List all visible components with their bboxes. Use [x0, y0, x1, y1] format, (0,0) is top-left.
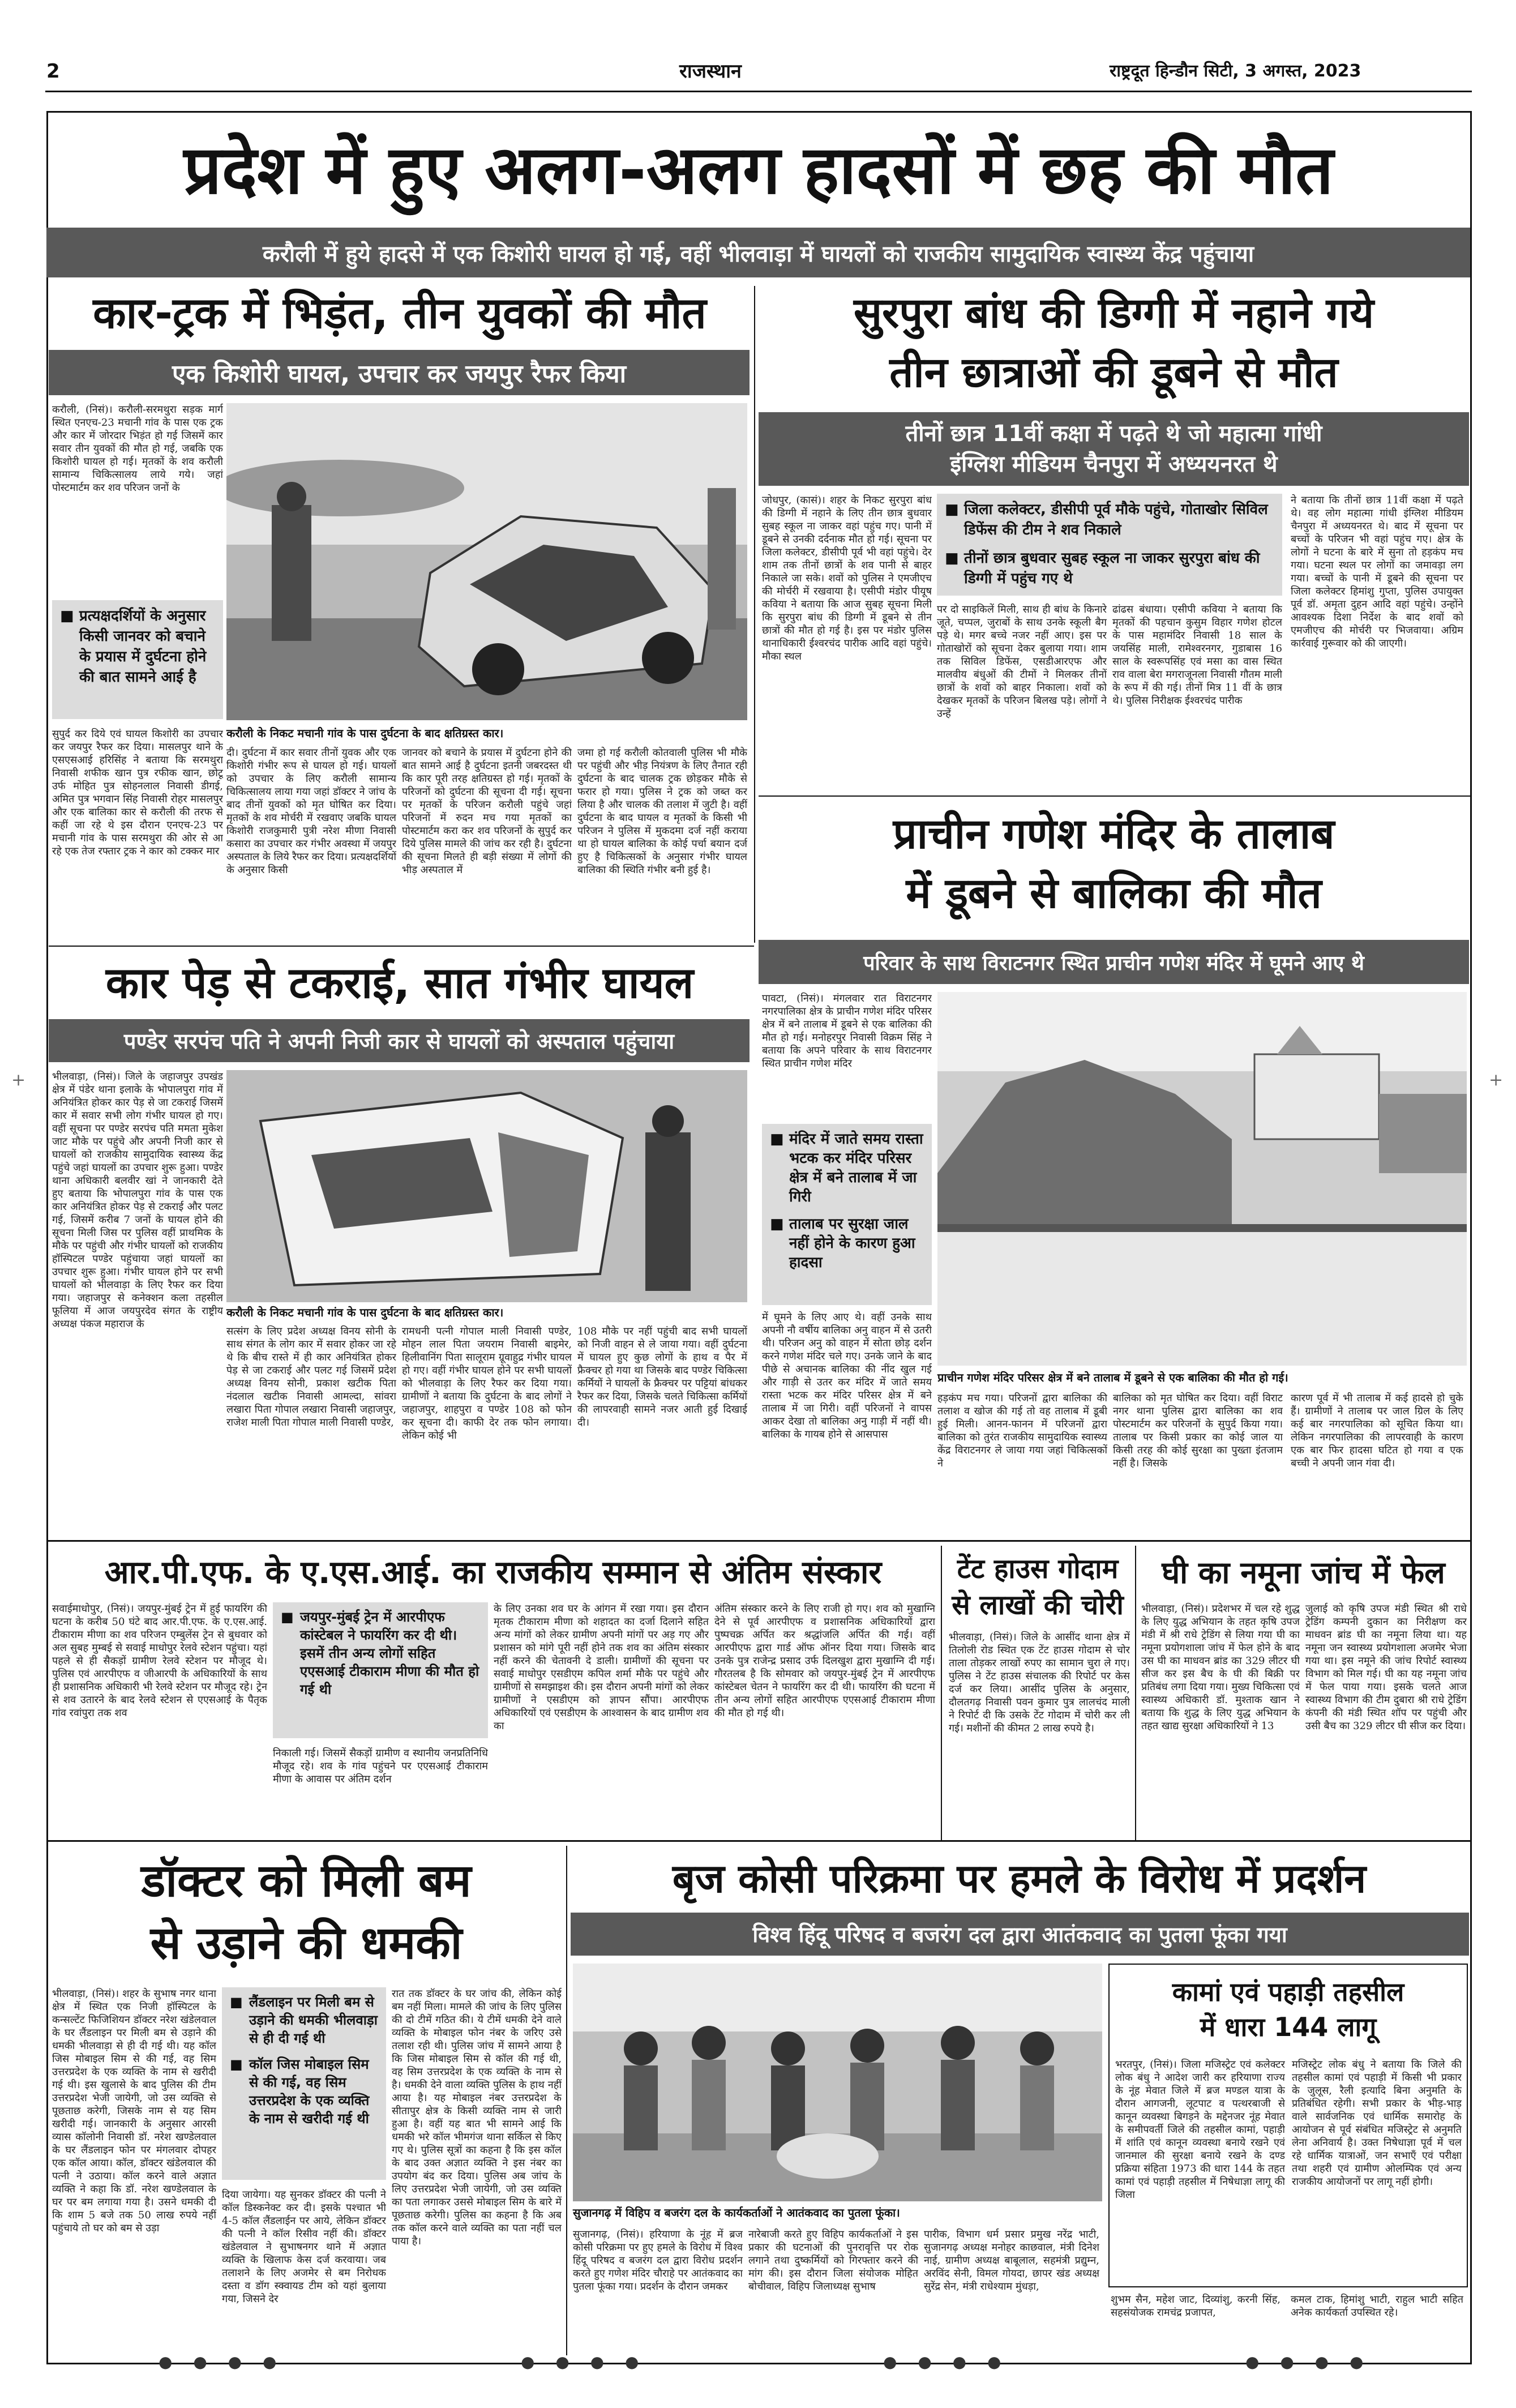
story2-body-col1: जोधपुर, (कासं)। शहर के निकट सुरपुरा बांध की डिग्गी में नहाने के लिए तीन छात्र बुधवार सुबह स्कूल ना जाकर वहां पहुंच गए। पानी में डूबने से उनकी दर्दनाक मौत हो गई। सूचना पर जिला कलेक्टर, डीसीपी पूर्व भी वहां पहुंचे। देर शाम तक तीनों छात्रों के शव पानी से बाहर निकाले जा सके। शवों को पुलिस ने एमजीएच की मोर्चरी में रखवाया है। एसीपी मंडोर पीयूष कविया ने बताया कि आज सुबह सूचना मिली कि सुरपुरा बांध की डिग्गी में डूबने से तीन छात्रों की मौत हो गई है। इस पर मंडोर पुलिस थानाधिकारी ईश्वरचंद पारीक आदि वहां पहुंचे। मौका स्थल	[762, 494, 932, 662]
story1-quote-text: ■ प्रत्यक्षदर्शियों के अनुसार किसी जानवर को बचाने के प्रयास में दुर्घटना होने की बात सामने आई है	[60, 606, 215, 687]
crop-mark-icon: +	[11, 1070, 26, 1090]
story5-body-col3: के लिए उनका शव घर के आंगन में रखा गया। इस दौरान मृतक टीकाराम मीणा को शहादत का दर्जा दिलाने सहित अन्य मांगों को लेकर ग्रामीण अपनी मांगों पर अड़ गए और प्रशासन को मांगे पूरी नहीं होने तक शव का अंतिम संस्कार नहीं करने की चेतावनी दे डाली। ग्रामीणों की सूचना पर सवाई माधोपुर एसडीएम कपिल शर्मा मौके पर पहुंचे और ग्रामीणों से समझाइश की। इस दौरान अपनी मांगों को लेकर ग्रामीणों ने एसडीएम को ज्ञापन सौंपा। आरपीएफ अधिकारियों एवं एसडीएम के आश्वासन के बाद ग्रामीण शव का	[494, 1603, 709, 1732]
column-rule	[754, 286, 755, 943]
section-rule	[46, 1540, 1470, 1542]
story4-body-col1b: में घूमने के लिए आए थे। वहीं उनके साथ अपनी नौ वर्षीय बालिका अनु वाहन में से उतरी थी। परिजन अनु को वाहन में सोता छोड़ दर्शन करने गणेश मंदिर चले गए। उनके जाने के बाद पीछे से अचानक बालिका की नींद खुल गई और गाड़ी से उतर कर मंदिर में जाते समय रास्ता भटक कर मंदिर परिसर क्षेत्र में बने तालाब में जा गिरी। वहीं परिजनों ने वापस आकर देखा तो बालिका अनु गाड़ी में नहीं थी। बालिका के गायब होने से आसपास	[762, 1311, 932, 1440]
story9-body-col1: सुजानगढ़, (निसं)। हरियाणा के नूंह में ब्रज कोसी परिक्रमा पर हुए हमले के विरोध में विश्व हिंदू परिषद व बजरंग दल द्वारा विरोध प्रदर्शन करते हुए गणेश मंदिर चौराहे पर आतंकवाद का पुतला फूंका गया। प्रदर्शन के दौरान जमकर	[573, 2229, 743, 2292]
story3-photo-caption: करौली के निकट मचानी गांव के पास दुर्घटना के बाद क्षतिग्रस्त कार।	[226, 1306, 504, 1319]
story2-quote2: ■ तीनों छात्र बुधवार सुबह स्कूल ना जाकर सुरपुरा बांध की डिग्गी में पहुंच गए थे	[945, 548, 1274, 589]
story2-deck	[759, 412, 1469, 486]
story4-quote1: ■ मंदिर में जाते समय रास्ता भटक कर मंदिर परिसर क्षेत्र में बने तालाब में जा गिरी	[770, 1130, 924, 1207]
story2-quote1: ■ जिला कलेक्टर, डीसीपी पूर्व मौके पहुंचे, गोताखोर सिविल डिफेंस की टीम ने शव निकाले	[945, 499, 1274, 540]
frame-right	[1470, 111, 1472, 2364]
story8-headline-line1: डॉक्टर को मिली बम	[141, 1854, 472, 1907]
story1-body-col4: जमा हो गई करौली कोतवाली पुलिस भी मौके पर पहुंची और भीड़ नियंत्रण के लिए तैनात रही दुर्घटना के बाद चालक ट्रक छोड़कर मौके से फरार हो गया। पुलिस ने ट्रक को जब्त कर लिया है और चालक की तलाश में जुटी है। वहीं दुर्घटना के बाद घायल व मृतकों के किसी भी परिजन ने पुलिस में मुकदमा दर्ज नहीं कराया था हो घायल बालिका के कोई पर्चा बयान दर्ज हुए है चिकित्सकों के अनुसार गंभीर घायल बालिका की स्थिति गंभीर बनी हुई है।	[577, 747, 747, 876]
story1-photo-caption: करौली के निकट मचानी गांव के पास दुर्घटना के बाद क्षतिग्रस्त कार।	[226, 726, 504, 740]
story10-headline-line1: कामां एवं पहाड़ी तहसील	[1172, 1977, 1404, 2007]
story7-body-col2: जुलाई को कृषि उपज मंडी स्थित श्री राधे ट्रेडिंग कम्पनी दुकान का निरीक्षण कर माधवन ब्रांड घी का नमूना लिया था। यह नमूना जन स्वास्थ्य प्रयोगशाला अजमेर भेजा गया था। इस नमूने की जांच रिपोर्ट स्वास्थ्य विभाग को मिल गई। घी का यह नमूना जांच में फेल पाया गया। इसके चलते आज स्वास्थ्य विभाग की टीम दुबारा श्री राधे ट्रेडिंग कंपनी की मंडी स्थित शॉप पर पहुंची और उसी बैच का 329 लीटर घी सीज कर दिया।	[1305, 1603, 1467, 1732]
wrecked-car-illustration	[226, 403, 747, 720]
story1-body-col2: दी। दुर्घटना में कार सवार तीनों युवक और एक किशोरी गंभीर रूप से घायल हो गई। घायलों को उपचार के लिए करौली सामान्य चिकित्सालय लाया गया जहां डॉक्टर ने जांच के बाद तीनों युवकों को मृत घोषित कर दिया। मृतकों के शव मोर्चरी में रखवाए जबकि घायल किशोरी राजकुमारी पुत्री नरेश मीणा निवासी कसारा का उपचार कर गंभीर अवस्था में जयपुर अस्पताल के लिये रैफर कर दिया। प्रत्यक्षदर्शियों के अनुसार किसी	[226, 747, 396, 876]
story6-headline-line2: से लाखों की चोरी	[952, 1589, 1124, 1621]
story10-box	[1108, 1964, 1468, 2287]
story6-headline-line1: टेंट हाउस गोदाम	[957, 1553, 1119, 1585]
section-rule	[49, 946, 754, 947]
story1-deck: एक किशोरी घायल, उपचार कर जयपुर रैफर किया	[49, 350, 750, 395]
story3-headline: कार पेड़ से टकराई, सात गंभीर घायल	[105, 957, 694, 1008]
page-number: 2	[46, 60, 60, 83]
story4-photo-caption: प्राचीन गणेश मंदिर परिसर क्षेत्र में बने तालाब में डूबने से एक बालिका की मौत हो गई।	[937, 1371, 1288, 1384]
story2-deck-line2: इंग्लिश मीडियम चैनपुरा में अध्ययनरत थे	[950, 451, 1278, 477]
story5-headline: आर.पी.एफ. के ए.एस.आई. का राजकीय सम्मान से अंतिम संस्कार	[104, 1554, 882, 1591]
section-name: राजस्थान	[679, 60, 742, 83]
story10-body-col2: मजिस्ट्रेट लोक बंधु ने बताया कि जिले की तहसील कामां एवं पहाड़ी में किसी भी प्रकार के जुलूस, रैली इत्यादि बिना अनुमति के प्रतिबंधित रहेगी। सभी प्रकार के भीड़-भाड़ वाले सार्वजनिक एवं धार्मिक समारोह के आयोजन से पूर्व संबंधित मजिस्ट्रेट से अनुमति लेना अनिवार्य है। उक्त निषेधाज्ञा पूर्व में चल रहे धार्मिक यात्राओं, जन सभाएँ एवं परीक्षा तथा शहरी एवं ग्रामीण ओलम्पिक एवं अन्य राजकीय आयोजनों पर लागू नहीं होगी।	[1292, 2059, 1462, 2188]
story5-pull-quote	[273, 1602, 488, 1738]
story9-headline: बृज कोसी परिक्रमा पर हमले के विरोध में प्रदर्शन	[672, 1855, 1367, 1902]
damaged-car-illustration	[226, 1070, 747, 1302]
story3-body-col2: सत्संग के लिए प्रदेश अध्यक्ष विनय सोनी के साथ संगत के लोग कार में सवार होकर जा रहे थे कि बीच रास्ते में ही कार अनियंत्रित होकर पेड़ से जा टकराई और पलट गई जिसमें प्रदेश अध्यक्ष विनय सोनी, प्रकाश खटीक पिता नंदलाल खटीक निवासी आमल्दा, सांवरा लखारा पिता गोपाल लखारा निवासी जहाजपुर, राजेश माली पिता गोपाल माली निवासी पण्डेर,	[226, 1325, 396, 1428]
story4-deck: परिवार के साथ विराटनगर स्थित प्राचीन गणेश मंदिर में घूमने आए थे	[759, 940, 1469, 984]
temple-pond-illustration	[937, 992, 1467, 1366]
print-registration-dots: ● ● ● ●	[1245, 2353, 1372, 2371]
story4-body-col1a: पावटा, (निसं)। मंगलवार रात विराटनगर नगरपालिका क्षेत्र के प्राचीन गणेश मंदिर परिसर क्षेत्र में बने तालाब में डूबने से एक बालिका की मौत हो गई। मनोहरपुर निवासी विक्रम सिंह ने बताया कि अपने परिवार के साथ विराटनगर स्थित प्राचीन गणेश मंदिर	[762, 993, 932, 1070]
story4-quote2: ■ तालाब पर सुरक्षा जाल नहीं होने के कारण हुआ हादसा	[770, 1214, 924, 1272]
story8-body-col2: दिया जायेगा। यह सुनकर डॉक्टर की पत्नी ने कॉल डिस्कनेक्ट कर दी। इसके पश्चात भी 4-5 कॉल लैंडलाईन पर आये, लेकिन डॉक्टर की पत्नी ने कॉल रिसीव नहीं की। डॉक्टर खंडेलवाल ने सुभाषनगर थाने में अज्ञात व्यक्ति के खिलाफ केस दर्ज करवाया। जब तलाशने के लिए अजमेर से बम निरोधक दस्ता व डॉग स्क्वायड टीम को यहां बुलाया गया, जिसने देर	[222, 2189, 386, 2305]
story3-body-col3: रामधनी पत्नी गोपाल माली निवासी पण्डेर, मोहन लाल पिता जयराम निवासी बाइमेर, हिलीवानिंग पिता सालूराम ग्रूवाहुद्र गंभीर घायल हो गए। वहीं गंभीर घायल होने पर सभी घायलों को भीलवाड़ा के लिए रैफर कर दिया गया। ग्रामीणों ने बताया कि दुर्घटना के बाद लोगों ने जहाजपुर, शाहपुरा व पण्डेर 108 को फोन कर सूचना दी। काफी देर तक फोन लगाया। लेकिन कोई भी	[402, 1325, 572, 1442]
protest-crowd-illustration	[573, 1964, 1102, 2201]
story1-crash-photo	[226, 403, 747, 720]
story10-headline-line2: में धारा 144 लागू	[1200, 2012, 1377, 2042]
story4-body-col2: हड़कंप मच गया। परिजनों द्वारा बालिका की तलाश व खोज की गई तो वह तालाब में डूबी हुई मिली। आनन-फानन में परिजनों द्वारा बालिका को तुरंत राजकीय सामुदायिक स्वास्थ्य केंद्र विराटनगर ले जाया गया जहां चिकित्सकों ने	[937, 1392, 1107, 1469]
story4-body-col4: कारण पूर्व में भी तालाब में कई हादसे हो चुके हैं। ग्रामीणों ने तालाब पर जाल ग्रिल के लिए कई बार नगरपालिका को सूचित किया था। लेकिन नगरपालिका की लापरवाही के कारण एक बार फिर हादसा घटित हो गया व एक बच्ची ने अपनी जान गंवा दी।	[1291, 1392, 1463, 1469]
story10-body-col1: भरतपुर, (निसं)। जिला मजिस्ट्रेट एवं कलेक्टर लोक बंधु ने आदेश जारी कर हरियाणा राज्य के नूंह मेवात जिले में ब्रज मण्डल यात्रा के दौरान आगजनी, लूटपाट व पत्थरबाजी से कानून व्यवस्था बिगड़ने के मद्देनजर नूंह मेवात के समीपवर्ती जिले की तहसील कामां, पहाड़ी में शांति एवं कानून व्यवस्था बनाये रखने एवं जानमाल की सुरक्षा बनाये रखने के दण्ड प्रक्रिया संहिता 1973 की धारा 144 के तहत कामां एवं पहाड़ी तहसील में निषेधाज्ञा लागू की जिला	[1115, 2059, 1285, 2201]
story9-deck: विश्व हिंदू परिषद व बजरंग दल द्वारा आतंकवाद का पुतला फूंका गया	[571, 1913, 1469, 1956]
story1-pull-quote	[52, 600, 223, 719]
frame-top	[46, 111, 1472, 113]
story3-body-col1: भीलवाड़ा, (निसं)। जिले के जहाजपुर उपखंड क्षेत्र में पंडेर थाना इलाके के भोपालपुरा गांव में अनियंत्रित होकर कार पेड़ से जा टकराई जिसमें कार में सवार सभी लोग गंभीर घायल हो गए। वहीं सूचना पर पण्डेर सरपंच पति ममता मुकेश जाट मौके पर पहुंचे और अपनी निजी कार से घायलों को राजकीय सामुदायिक स्वास्थ्य केंद्र पहुंचे जहां घायलों का उपचार शुरू हुआ। पण्डेर थाना अधिकारी बलवीर खां ने जानकारी देते हुए बताया कि भोपालपुरा गांव के पास एक कार अनियंत्रित होकर पेड़ से टकराई और पलट गई, जिसमें करीब 7 जनों के घायल होने की सूचना मिली जिस पर पुलिस वहीं प्राथमिक के मौके पर पहुंची और गंभीर घायलों को राजकीय हॉस्पिटल पण्डेर पहुंचाया जहां घायलों का उपचार शुरू हुआ। गंभीर घायल होने पर सभी घायलों को भीलवाड़ा के लिए रैफर कर दिया गया। जहाजपुर से कनेक्शन कला तहसील फूलिया में आज जयपुरदेव संगत के राष्ट्रीय अध्यक्ष पंकज महाराज के	[52, 1071, 223, 1330]
story4-body-col3: बालिका को मृत घोषित कर दिया। वहीं विराट नगर थाना पुलिस द्वारा बालिका का शव पोस्टमार्टम कर परिजनों के सुपुर्द किया गया। तालाब पर किसी प्रकार का कोई जाल या किसी तरह की कोई सुरक्षा का पुख्ता इंतजाम नहीं है। जिसके	[1113, 1392, 1283, 1469]
story2-headline-line2: तीन छात्राओं की डूबने से मौत	[889, 348, 1338, 397]
story3-crash-photo	[226, 1070, 747, 1302]
story5-body-col4: अंतिम संस्कार करने के लिए राजी हो गए। शव को मुखाग्नि देने से पूर्व आरपीएफ व प्रशासनिक अधिकारियों द्वारा पुष्पचक्र अर्पित कर श्रद्धांजलि अर्पित की गई। वहीं आरपीएफ द्वारा गार्ड ऑफ ऑनर दिया गया। जिसके बाद उनके पुत्र राजेन्द्र प्रसाद उर्फ दिलखुश द्वारा मुखाग्नि दी गई। गौरतलब है कि सोमवार को जयपुर-मुंबई ट्रेन में आरपीएफ कांस्टेबल चेतन ने फायरिंग कर दी थी। फायरिंग की घटना में तीन अन्य लोगों सहित आरपीएफ एएसआई टीकाराम मीणा की मौत हो गई थी।	[714, 1603, 935, 1719]
story4-pull-quotes	[762, 1124, 932, 1305]
column-rule	[566, 1846, 567, 2355]
newspaper-dateline: राष्ट्रदूत हिन्डौन सिटी, 3 अगस्त, 2023	[1110, 61, 1361, 81]
story1-body-col3: जानवर को बचाने के प्रयास में दुर्घटना होने की बात सामने आई है दुर्घटना इतनी जबरदस्त थी कि कार पूरी तरह क्षतिग्रस्त हो गई। मृतकों के परिजनों को दुर्घटना की सूचना दी गई। सूचना पर मृतकों के परिजन करौली पहुंचे जहां परिजनों में रुदन मच गया मृतकों का पोस्टमार्टम करा कर शव परिजनों के सुपुर्द कर दिये पुलिस मामले की जांच कर रही है। दुर्घटना की सूचना मिलते ही बड़ी संख्या में लोगों की भीड़ अस्पताल में	[402, 747, 572, 876]
story8-body-col3: रात तक डॉक्टर के घर जांच की, लेकिन कोई बम नहीं मिला। मामले की जांच के लिए पुलिस की दो टीमें गठित की। ये टीमें धमकी देने वाले व्यक्ति के मोबाइल फोन नंबर के जरिए उसे तलाश रही थी। पुलिस जांच में सामने आया है कि जिस मोबाइल सिम से कॉल की गई थी, वह सिम उत्तरप्रदेश के एक व्यक्ति के नाम से है। धमकी देने वाला व्यक्ति पुलिस के हाथ नहीं आया है। यह मोबाइल नंबर उत्तरप्रदेश के सीतापुर क्षेत्र के किसी व्यक्ति नाम से जारी हुआ है। वहीं यह बात भी सामने आई कि धमकी भरे कॉल भीमगंज थाना सर्किल से किए गए थे। पुलिस सूत्रों का कहना है कि इस कॉल के बाद उक्त अज्ञात व्यक्ति ने इस नंबर का उपयोग बंद कर दिया। पुलिस अब जांच के लिए उत्तरप्रदेश भेजी जायेगी, जो उस व्यक्ति का पता लगाकर उससे मोबाइल सिम के बारे में पूछताछ करेगी। पुलिस का कहना है कि अब तक कॉल करने वाले व्यक्ति का पता नहीं चल पाया है।	[392, 1988, 562, 2247]
story1-headline: कार-ट्रक में भिड़ंत, तीन युवकों की मौत	[93, 288, 706, 338]
story9-photo-caption: सुजानगढ़ में विहिप व बजरंग दल के कार्यकर्ताओं ने आतंकवाद का पुतला फूंका।	[573, 2206, 900, 2219]
section-rule	[759, 795, 1470, 797]
story8-pull-quotes	[222, 1987, 386, 2180]
story7-headline: घी का नमूना जांच में फेल	[1162, 1555, 1445, 1590]
page-lead-headline: प्रदेश में हुए अलग-अलग हादसों में छह की मौत	[183, 131, 1334, 209]
story1-body-col1a: करौली, (निसं)। करौली-सरमथुरा सड़क मार्ग स्थित एनएच-23 मचानी गांव के पास एक ट्रक और कार में जोरदार भिड़ंत हो गई जिसमें कार सवार तीन युवकों की मौत हो गई, जबकि एक किशोरी घायल हो गई। मृतकों के शव करौली सामान्य चिकित्सालय लाये गये। जहां पोस्टमार्टम कर शव परिजन जनों के	[52, 404, 223, 494]
column-rule	[941, 1546, 942, 1840]
story8-body-col1: भीलवाड़ा, (निसं)। शहर के सुभाष नगर थाना क्षेत्र में स्थित एक निजी हॉस्पिटल के कन्सल्टेंट फिजिशियन डॉक्टर नरेश खंडेलवाल के घर लैंडलाइन पर मिली बम से उड़ाने की धमकी भीलवाड़ा से ही दी गई थी। यह कॉल जिस मोबाइल सिम से की गई, वह सिम उत्तरप्रदेश के एक व्यक्ति के नाम से खरीदी गई थी। इस खुलासे के बाद पुलिस की टीम उत्तरप्रदेश भेजी जायेगी, जो उस व्यक्ति से पूछताछ करेगी, जिसके नाम से यह सिम खरीदी गई। जानकारी के अनुसार आरसी व्यास कॉलोनी निवासी डॉ. नरेश खण्डेलवाल के घर लैंडलाइन फोन पर मंगलवार दोपहर एक कॉल आया। कॉल, डॉक्टर खंडेलवाल की पत्नी ने उठाया। कॉल करने वाले अज्ञात व्यक्ति ने कहा कि डॉ. नरेश खण्डेलवाल के घर पर बम लगाया गया है। उसने धमकी दी कि शाम 5 बजे तक 50 लाख रुपये नहीं पहुंचाये तो घर को बम से उड़ा	[52, 1988, 216, 2234]
story9-body-col4: शुभम सैन, महेश जाट, दिव्यांशु, करनी सिंह, सहसंयोजक रामचंद्र प्रजापत,	[1111, 2294, 1281, 2319]
story6-body: भीलवाड़ा, (निसं)। जिले के आसींद थाना क्षेत्र में तिलोली रोड स्थित एक टेंट हाउस गोदाम से चोर ताला तोड़कर लाखों रुपए का सामान चुरा ले गए। पुलिस ने टेंट हाउस संचालक की रिपोर्ट पर केस दर्ज कर लिया। आसींद पुलिस के अनुसार, दौलतगढ़ निवासी पवन कुमार पुत्र लालचंद माली ने रिपोर्ट दी कि उसके टेंट गोदाम में चोरी कर ली गई। मशीनों की कीमत 2 लाख रुपये है।	[949, 1631, 1130, 1734]
story2-body-col4: ने बताया कि तीनों छात्र 11वीं कक्षा में पढ़ते थे। वह लोग महात्मा गांधी इंग्लिश मीडियम चैनपुरा में अध्ययनरत थे। बाद में सूचना पर बच्चों के परिजन भी वहां पहुंच गए। क्षेत्र के लोगों ने घटना के बारे में सुना तो हड़कंप मच गया। घटना स्थल पर लोगों का जमावड़ा लग गया। बच्चों के पानी में डूबने की सूचना पर जिला कलेक्टर हिमांशु गुप्ता, पुलिस उपायुक्त पूर्व डॉ. अमृता दुहन आदि वहां पहुंचे। उन्होंने आवश्यक दिशा निर्देश के बाद शवों को एमजीएच की मोर्चरी पर भिजवाया। अग्रिम कार्रवाई गुरूवार को की जाएगी।	[1291, 494, 1463, 649]
section-rule	[46, 1840, 1470, 1842]
frame-left	[46, 111, 48, 2364]
column-rule	[1135, 1546, 1136, 1840]
story5-body-col1: सवाईमाधोपुर, (निसं)। जयपुर-मुंबई ट्रेन में हुई फायरिंग की घटना के करीब 50 घंटे बाद आर.पी.एफ. के ए.एस.आई. टीकाराम मीणा का शव परिजन एम्बुलेंस ट्रेन से बुधवार को अल सुबह मुम्बई से सवाई माधोपुर रेलवे स्टेशन पहुंचा। यहां पहले से ही सैकड़ों ग्रामीण रेलवे स्टेशन पर मौजूद थे। पुलिस एवं आरपीएफ व जीआरपी के अधिकारियों के साथ ही प्रशासनिक अधिकारी भी रेलवे स्टेशन पर मौजूद रहे। ट्रेन से शव उतारने के बाद रेलवे स्टेशन से एएसआई के पैतृक गांव रवांपुरा तक शव	[52, 1603, 267, 1719]
print-registration-dots: ● ● ● ●	[883, 2353, 1009, 2371]
story4-headline-line2: में डूबने से बालिका की मौत	[906, 869, 1322, 918]
story9-body-col3: पारीक, विभाग धर्म प्रसार प्रमुख नरेंद्र भाटी, सुजानगढ़ अध्यक्ष मनोहर काछवाल, मंत्री दिनेश नाई, ग्रामीण अध्यक्ष बाबूलाल, सहमंत्री प्रद्युम्न, अरविंद सेनी, विमल गोयदा, छापर खंड अध्यक्ष सुरेंद्र सेन, मंत्री राधेश्याम मुंधड़ा,	[924, 2229, 1099, 2292]
story9-protest-photo	[573, 1964, 1102, 2201]
story5-body-col2: निकाली गई। जिसमें सैकड़ों ग्रामीण व स्थानीय जनप्रतिनिधि मौजूद रहे। शव के गांव पहुंचने पर एएसआई टीकाराम मीणा के आवास पर अंतिम दर्शन	[273, 1747, 488, 1785]
story9-body-col2: नारेबाजी करते हुए विहिप कार्यकर्ताओं ने इस प्रकार की घटनाओं की पुनरावृत्ति पर रोक लगाने तथा दुष्कर्मियों को गिरफ्तार करने की मांग की। इस दौरान जिला संयोजक मोहित बोचीवाल, विहिप जिलाध्यक्ष सुभाष	[748, 2229, 918, 2292]
story8-quote2: ■ कॉल जिस मोबाइल सिम से की गई, वह सिम उत्तरप्रदेश के एक व्यक्ति के नाम से खरीदी गई थी	[230, 2055, 378, 2128]
story5-quote-text: ■ जयपुर-मुंबई ट्रेन में आरपीएफ कांस्टेबल ने फायरिंग कर दी थी। इसमें तीन अन्य लोगों सहित एएसआई टीकाराम मीणा की मौत हो गई थी	[281, 1608, 480, 1699]
lead-subtitle-bar: करौली में हुये हादसे में एक किशोरी घायल हो गई, वहीं भीलवाड़ा में घायलों को राजकीय सामुदायिक स्वास्थ्य केंद्र पहुंचाया	[46, 228, 1470, 277]
story4-temple-photo	[937, 992, 1467, 1366]
print-registration-dots: ● ● ● ●	[159, 2353, 285, 2371]
story4-headline-line1: प्राचीन गणेश मंदिर के तालाब	[893, 810, 1335, 858]
story9-body-col5: कमल टाक, हिमांशु भाटी, राहुल भाटी सहित अनेक कार्यकर्ता उपस्थित रहे।	[1291, 2294, 1463, 2319]
crop-mark-icon: +	[1489, 1070, 1504, 1090]
story7-body-col1: भीलवाड़ा, (निसं)। प्रदेशभर में चल रहे शुद्ध के लिए युद्ध अभियान के तहत कृषि उपज मंडी में श्री राधे ट्रेडिंग से लिया गया घी का नमूना प्रयोगशाला जांच में फेल होने के बाद उस घी का माधवन ब्रांड का 329 लीटर घी सीज कर इस बैच के घी की बिक्री पर प्रतिबंध लगा दिया गया। मुख्य चिकित्सा एवं स्वास्थ्य अधिकारी डॉ. मुश्ताक खान ने बताया कि शुद्ध के लिए युद्ध अभियान के तहत खाद्य सुरक्षा अधिकारियों ने 13	[1141, 1603, 1300, 1732]
story1-body-col1b: सुपुर्द कर दिये एवं घायल किशोरी का उपचार कर जयपुर रैफर कर दिया। मासलपुर थाने के एसएसआई हरिसिंह ने बताया कि सरमथुरा निवासी शफीक खान पुत्र रफीक खान, छोटू उर्फ मोहित पुत्र सोहनलाल निवासी डीगई, अमित पुत्र भगवान सिंह निवासी रोहर मासलपुर और एक बालिका कार से करौली की तरफ से कहीं जा रहे थे इस दौरान एनएच-23 पर मचानी गांव के पास सरमथुरा की ओर से आ रहे एक तेज रफ्तार ट्रक ने कार को टक्कर मार	[52, 728, 223, 857]
story8-quote1: ■ लैंडलाइन पर मिली बम से उड़ाने की धमकी भीलवाड़ा से ही दी गई थी	[230, 1993, 378, 2047]
story2-body-col3: ढांढस बंधाया। एसीपी कविया ने बताया कि मृतकों की पहचान कुसुम विहार गणेश होटल के पास महामंदिर निवासी 18 साल के जयसिंह माली, रामेश्वरनगर, गुडाबास 16 साल के स्वरूपसिंह एवं मसा का वास स्थित राव वाला बेरा मगराजूनला निवासी गौतम माली के रूप में की गई। तीनों मित्र 11 वीं के छात्र थे। पुलिस निरीक्षक ईश्वरचंद पारीक	[1112, 604, 1282, 707]
story2-body-col2: पर दो साइकिलें मिली, साथ ही बांध के किनारे जूते, चप्पल, जुराबों के साथ उनके स्कूली बैग पड़े थे। मगर बच्चे नजर नहीं आए। इस पर गोताखोरों को सूचना देकर बुलाया गया। शाम तक सिविल डिफेंस, एसडीआरएफ और मालवीय बंधुओं की टीमों ने मिलकर तीनों छात्रों के शवों को बाहर निकाला। शवों को देखकर मृतकों के परिजन बिलख पड़े। लोगों ने उन्हें	[937, 604, 1107, 720]
story2-headline-line1: सुरपुरा बांध की डिग्गी में नहाने गये	[853, 289, 1374, 337]
story2-pull-quotes	[937, 494, 1282, 596]
story2-deck-line1: तीनों छात्र 11वीं कक्षा में पढ़ते थे जो महात्मा गांधी	[905, 421, 1322, 447]
story8-headline-line2: से उड़ाने की धमकी	[150, 1917, 462, 1969]
story3-body-col4: 108 मौके पर नहीं पहुंची बाद सभी घायलों को निजी वाहन से ले जाया गया। वहीं दुर्घटना में घायल हुए कुछ लोगों के हाथ व पैर में फ्रैक्चर हो गया था जिसके बाद पण्डेर चिकित्सा कर्मियों ने घायलों के फ्रैक्चर पर पट्टियां बांधकर रैफर कर दिया, जिसके चलते चिकित्सा कर्मियों की लापरवाही सामने नजर आती हुई दिखाई दी।	[577, 1325, 747, 1428]
story3-deck: पण्डेर सरपंच पति ने अपनी निजी कार से घायलों को अस्पताल पहुंचाया	[49, 1019, 750, 1062]
print-registration-dots: ● ● ● ●	[521, 2353, 647, 2371]
folio-rule	[45, 91, 1472, 92]
